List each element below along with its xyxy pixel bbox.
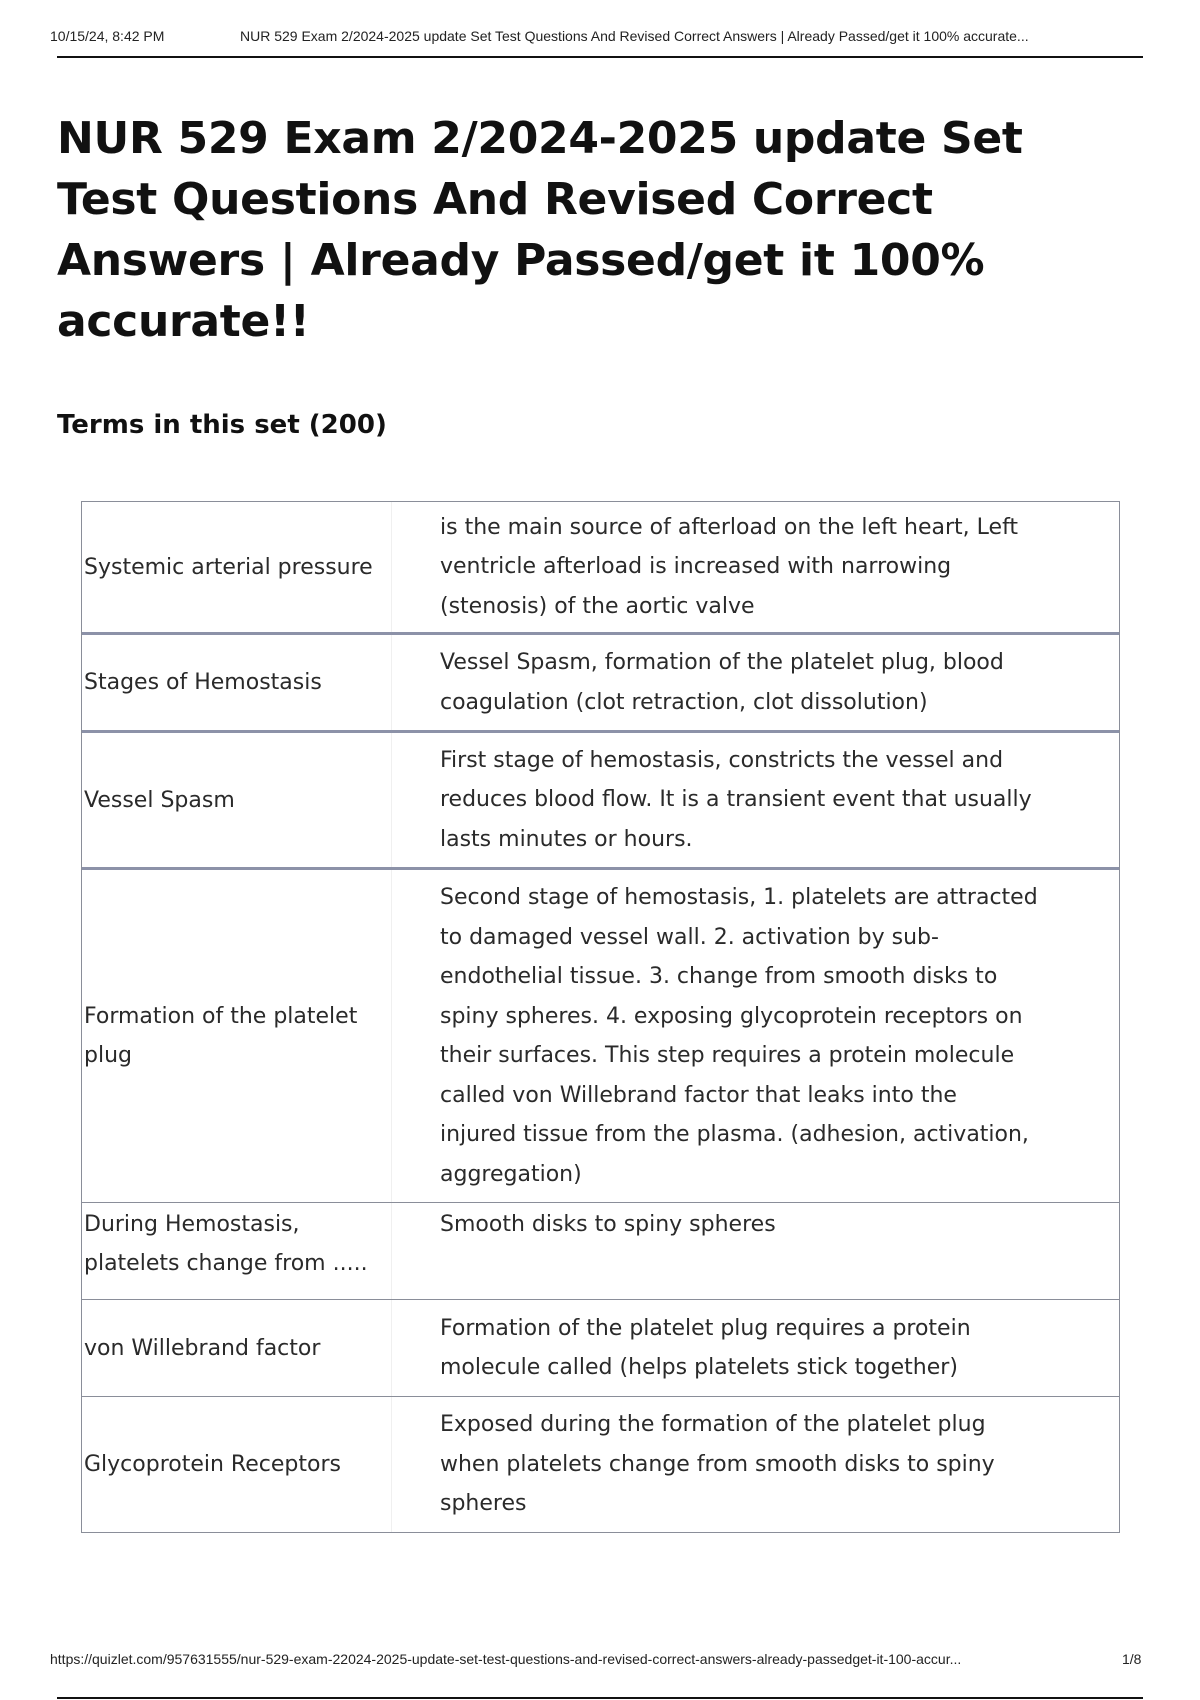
page-url: https://quizlet.com/957631555/nur-529-exam-22024-2025-update-set-test-questions-and-revised-correct-answers-already-passedget-it-100-accur... xyxy=(50,1651,962,1667)
definition-cell: Smooth disks to spiny spheres xyxy=(440,1212,776,1237)
term-cell: Stages of Hemostasis xyxy=(82,635,392,730)
table-row xyxy=(82,870,1119,1203)
print-header xyxy=(50,28,1144,44)
print-footer xyxy=(50,1651,1150,1667)
definition-cell: Second stage of hemostasis, 1. platelets are attracted to damaged vessel wall. 2. activation by sub-endothelial tissue. 3. change from smooth disks to spiny spheres. 4. exposing glycoprotein receptors on their surfaces. This step requires a protein molecule called von Willebrand factor that leaks into the injured tissue from the plasma. (adhesion, activation, aggregation) xyxy=(440,885,1038,1187)
term-cell: During Hemostasis, platelets change from ..... xyxy=(82,1203,392,1299)
term-cell: Systemic arterial pressure xyxy=(82,502,392,632)
definition-cell: First stage of hemostasis, constricts the vessel and reduces blood flow. It is a transient event that usually lasts minutes or hours. xyxy=(440,747,1032,852)
footer-divider xyxy=(57,1697,1143,1699)
table-row xyxy=(82,733,1119,870)
print-datetime: 10/15/24, 8:42 PM xyxy=(50,28,165,44)
definition-cell: Exposed during the formation of the platelet plug when platelets change from smooth disks to spiny spheres xyxy=(440,1412,995,1517)
definition-cell: Formation of the platelet plug requires a protein molecule called (helps platelets stick together) xyxy=(440,1315,971,1380)
terms-table xyxy=(81,501,1120,1533)
term-cell: Glycoprotein Receptors xyxy=(82,1397,392,1532)
page-title: NUR 529 Exam 2/2024-2025 update Set Test Questions And Revised Correct Answers | Already Passed/get it 100% accurate!! xyxy=(57,113,1023,347)
table-row xyxy=(82,635,1119,733)
page-number: 1/8 xyxy=(1122,1651,1142,1667)
print-doc-title: NUR 529 Exam 2/2024-2025 update Set Test Questions And Revised Correct Answers | Already Passed/get it 100% accurate... xyxy=(240,28,1029,44)
term-cell: von Willebrand factor xyxy=(82,1300,392,1396)
term-cell: Vessel Spasm xyxy=(82,733,392,867)
header-divider xyxy=(57,56,1143,58)
terms-heading: Terms in this set (200) xyxy=(57,410,387,440)
table-row xyxy=(82,1203,1119,1300)
table-row xyxy=(82,1397,1119,1532)
definition-cell: Vessel Spasm, formation of the platelet plug, blood coagulation (clot retraction, clot dissolution) xyxy=(440,650,1004,715)
table-row xyxy=(82,502,1119,635)
term-cell: Formation of the platelet plug xyxy=(82,870,392,1202)
table-row xyxy=(82,1300,1119,1397)
definition-cell: is the main source of afterload on the left heart, Left ventricle afterload is increased with narrowing (stenosis) of the aortic valve xyxy=(440,514,1019,619)
